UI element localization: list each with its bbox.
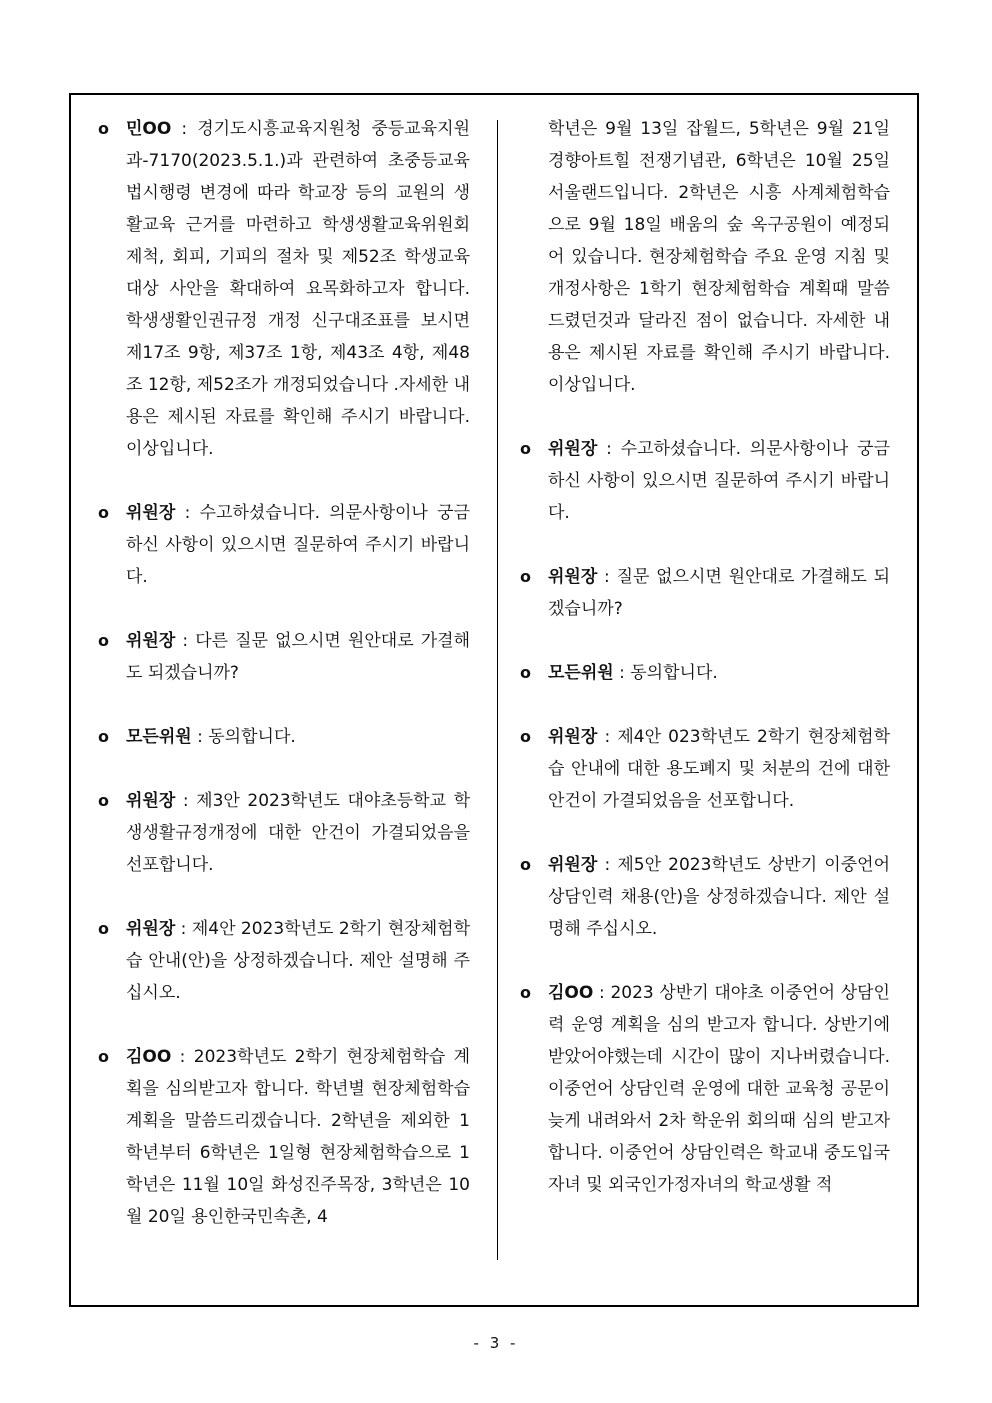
entry-text: 질문 없으시면 원안대로 가결해도 되겠습니까? bbox=[548, 567, 890, 619]
speaker-separator: : bbox=[175, 919, 192, 939]
speaker-separator: : bbox=[171, 119, 198, 139]
speaker-separator: : bbox=[597, 855, 618, 875]
speaker-name: 위원장 bbox=[548, 727, 598, 747]
right-column bbox=[520, 113, 890, 1201]
speaker-separator: : bbox=[597, 439, 621, 459]
entry-text: 동의합니다. bbox=[208, 727, 296, 747]
bullet-marker: o bbox=[520, 663, 531, 682]
minutes-entry bbox=[520, 657, 890, 689]
bullet-marker: o bbox=[520, 727, 531, 746]
minutes-entry-continued bbox=[520, 113, 890, 401]
speaker-name: 위원장 bbox=[126, 503, 176, 523]
bullet-marker: o bbox=[98, 1047, 109, 1066]
minutes-entry bbox=[520, 433, 890, 529]
bullet-marker: o bbox=[98, 119, 109, 138]
speaker-separator: : bbox=[175, 503, 200, 523]
speaker-separator: : bbox=[175, 631, 196, 651]
speaker-name: 위원장 bbox=[548, 439, 598, 459]
speaker-name: 위원장 bbox=[548, 567, 598, 587]
minutes-entry bbox=[98, 497, 470, 593]
speaker-name: 민OO bbox=[126, 119, 172, 139]
left-column bbox=[98, 113, 470, 1233]
bullet-marker: o bbox=[98, 727, 109, 746]
minutes-entry bbox=[98, 721, 470, 753]
bullet-marker: o bbox=[98, 631, 109, 650]
speaker-name: 김OO bbox=[548, 983, 594, 1003]
entry-text: 2023 상반기 대야초 이중언어 상담인력 운영 계획을 심의 받고자 합니다. 상반기에 받았어야했는데 시간이 많이 지나버렸습니다. 이중언어 상담인력 운영에 대한 교육청 공문이 늦게 내려와서 2차 학운위 회의때 심의 받고자 합니다. 이중언어 상담인력은 학교내 중도입국자녀 및 외국인가정자녀의 학교생활 적 bbox=[548, 983, 890, 1195]
bullet-marker: o bbox=[520, 983, 531, 1002]
minutes-entry bbox=[520, 977, 890, 1201]
entry-text: 수고하셨습니다. 의문사항이나 궁금하신 사항이 있으시면 질문하여 주시기 바랍니다. bbox=[126, 503, 470, 587]
minutes-entry bbox=[98, 1041, 470, 1233]
speaker-separator: : bbox=[613, 663, 631, 683]
minutes-entry bbox=[520, 561, 890, 625]
speaker-name: 위원장 bbox=[126, 631, 176, 651]
speaker-separator: : bbox=[593, 983, 611, 1003]
entry-text: 2023학년도 2학기 현장체험학습 계획을 심의받고자 합니다. 학년별 현장체험학습 계획을 말씀드리겠습니다. 2학년을 제외한 1학년부터 6학년은 1일형 현장체험학습으로 1학년은 11월 10일 화성진주목장, 3학년은 10월 20일 용인한국민속촌, 4 bbox=[126, 1047, 470, 1227]
entry-text: 제4안 023학년도 2학기 현장체험학습 안내에 대한 용도폐지 및 처분의 건에 대한 안건이 가결되었음을 선포합니다. bbox=[548, 727, 890, 811]
speaker-name: 위원장 bbox=[126, 791, 176, 811]
speaker-name: 모든위원 bbox=[126, 727, 192, 747]
speaker-name: 모든위원 bbox=[548, 663, 614, 683]
speaker-separator: : bbox=[597, 727, 618, 747]
minutes-entry bbox=[98, 113, 470, 465]
page-number: - 3 - bbox=[473, 1334, 519, 1352]
column-divider bbox=[497, 120, 498, 1260]
bullet-marker: o bbox=[520, 567, 531, 586]
entry-text: 제5안 2023학년도 상반기 이중언어 상담인력 채용(안)을 상정하겠습니다. 제안 설명해 주십시오. bbox=[548, 855, 890, 939]
speaker-separator: : bbox=[175, 791, 197, 811]
minutes-entry bbox=[98, 785, 470, 881]
speaker-separator: : bbox=[171, 1047, 194, 1067]
bullet-marker: o bbox=[98, 919, 109, 938]
entry-text: 제4안 2023학년도 2학기 현장체험학습 안내(안)을 상정하겠습니다. 제안 설명해 주십시오. bbox=[126, 919, 470, 1003]
bullet-marker: o bbox=[520, 439, 531, 458]
speaker-name: 위원장 bbox=[126, 919, 176, 939]
entry-text: 다른 질문 없으시면 원안대로 가결해도 되겠습니까? bbox=[126, 631, 470, 683]
minutes-entry bbox=[520, 721, 890, 817]
bullet-marker: o bbox=[98, 503, 109, 522]
bullet-marker: o bbox=[520, 855, 531, 874]
bullet-marker: o bbox=[98, 791, 109, 810]
entry-text: 제3안 2023학년도 대야초등학교 학생생활규정개정에 대한 안건이 가결되었음을 선포합니다. bbox=[126, 791, 470, 875]
entry-text: 경기도시흥교육지원청 중등교육지원과-7170(2023.5.1.)과 관련하여 초중등교육법시행령 변경에 따라 학교장 등의 교원의 생활교육 근거를 마련하고 학생생활교육위원회 제척, 회피, 기피의 절차 및 제52조 학생교육 대상 사안을 확대하여 요목화하고자 합니다. 학생생활인권규정 개정 신구대조표를 보시면 제17조 9항, 제37조 1항, 제43조 4항, 제48조 12항, 제52조가 개정되었습니다 .자세한 내용은 제시된 자료를 확인해 주시기 바랍니다. 이상입니다. bbox=[126, 119, 470, 459]
minutes-entry bbox=[520, 849, 890, 945]
speaker-separator: : bbox=[597, 567, 617, 587]
entry-text: 수고하셨습니다. 의문사항이나 궁금하신 사항이 있으시면 질문하여 주시기 바랍니다. bbox=[548, 439, 890, 523]
speaker-name: 김OO bbox=[126, 1047, 172, 1067]
entry-text: 학년은 9월 13일 잡월드, 5학년은 9월 21일 경향아트힐 전쟁기념관, 6학년은 10월 25일 서울랜드입니다. 2학년은 시흥 사계체험학습으로 9월 18일 배움의 숲 옥구공원이 예정되어 있습니다. 현장체험학습 주요 운영 지침 및 개정사항은 1학기 현장체험학습 계획때 말씀드렸던것과 달라진 점이 없습니다. 자세한 내용은 제시된 자료를 확인해 주시기 바랍니다. 이상입니다. bbox=[548, 119, 890, 395]
speaker-name: 위원장 bbox=[548, 855, 598, 875]
minutes-entry bbox=[98, 913, 470, 1009]
entry-text: 동의합니다. bbox=[630, 663, 718, 683]
minutes-entry bbox=[98, 625, 470, 689]
speaker-separator: : bbox=[191, 727, 209, 747]
